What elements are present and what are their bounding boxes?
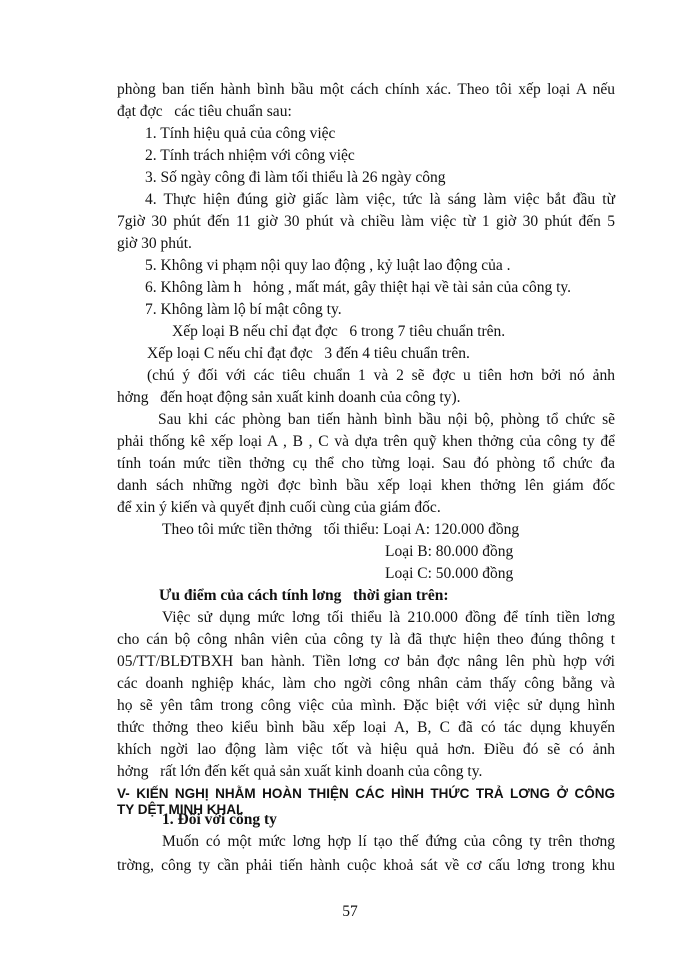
note-line-1: (chú ý đối với các tiêu chuẩn 1 và 2 sẽ đợc u tiên hơn bởi nó ảnh bbox=[147, 367, 615, 384]
adv-line-7: khích ngời lao động làm việc tốt và hiệu quả hơn. Điều đó sẽ có ảnh bbox=[117, 741, 615, 758]
list-item-6: 6. Không làm h hỏng , mất mát, gây thiệt hại về tài sản của công ty. bbox=[145, 279, 572, 296]
para-line-3: tính toán mức tiền thởng cụ thể cho từng loại. Sau đó phòng tổ chức đa bbox=[117, 455, 615, 472]
list-item-2: 2. Tính trách nhiệm với công việc bbox=[145, 147, 355, 164]
list-item-4: 4. Thực hiện đúng giờ giấc làm việc, tức là sáng làm việc bắt đầu từ bbox=[145, 191, 615, 208]
section-heading-line-2: TY DỆT MINH KHAI. bbox=[117, 802, 244, 817]
list-item-7: 7. Không làm lộ bí mật công ty. bbox=[145, 301, 342, 318]
bonus-level-c: Loại C: 50.000 đồng bbox=[385, 565, 514, 582]
advantages-heading: Ưu điểm của cách tính lơng thời gian trên: bbox=[159, 587, 449, 604]
list-item-1: 1. Tính hiệu quả của công việc bbox=[145, 125, 336, 142]
adv-line-8: hởng rất lớn đến kết quả sản xuất kinh doanh của công ty. bbox=[117, 763, 483, 780]
note-line-2: hởng đến hoạt động sản xuất kinh doanh của công ty). bbox=[117, 389, 461, 406]
adv-line-5: họ sẽ yên tâm trong công việc của mình. Đặc biệt với việc sử dụng hình bbox=[117, 697, 615, 714]
para-line-5: để xin ý kiến và quyết định cuối cùng của giám đốc. bbox=[117, 499, 441, 516]
bonus-level-a: Theo tôi mức tiền thởng tối thiểu: Loại A: 120.000 đồng bbox=[162, 521, 520, 538]
adv-line-4: các doanh nghiệp khác, làm cho ngời công nhân cảm thấy công bằng và bbox=[117, 675, 615, 692]
para-line-1: Sau khi các phòng ban tiến hành bình bầu nội bộ, phòng tổ chức sẽ bbox=[158, 411, 615, 428]
company-line-2: trờng, công ty cần phải tiến hành cuộc khoả sát về cơ cấu lơng trong khu bbox=[117, 857, 615, 874]
list-item-5: 5. Không vi phạm nội quy lao động , kỷ luật lao động của . bbox=[145, 257, 511, 274]
body-line-1: phòng ban tiến hành bình bầu một cách chính xác. Theo tôi xếp loại A nếu bbox=[117, 81, 615, 98]
adv-line-2: cho cán bộ công nhân viên của công ty là đã thực hiện theo đúng thông t bbox=[117, 631, 615, 648]
list-item-4-cont-2: giờ 30 phút. bbox=[117, 235, 192, 252]
para-line-4: danh sách những ngời đợc bình bầu xếp loại khen thởng lên giám đốc bbox=[117, 477, 615, 494]
list-item-4-cont-1: 7giờ 30 phút đến 11 giờ 30 phút và chiều làm việc từ 1 giờ 30 phút đến 5 bbox=[117, 213, 615, 230]
adv-line-3: 05/TT/BLĐTBXH ban hành. Tiền lơng cơ bản đợc nâng lên phù hợp với bbox=[117, 653, 615, 670]
adv-line-1: Việc sử dụng mức lơng tối thiểu là 210.000 đồng để tính tiền lơng bbox=[162, 609, 615, 626]
body-line-2: đạt đợc các tiêu chuẩn sau: bbox=[117, 103, 292, 120]
adv-line-6: thức thởng theo kiểu bình bầu xếp loại A, B, C đã có tác dụng khuyến bbox=[117, 719, 615, 736]
grade-c-line: Xếp loại C nếu chỉ đạt đợc 3 đến 4 tiêu chuẩn trên. bbox=[147, 345, 470, 362]
bonus-level-b: Loại B: 80.000 đồng bbox=[385, 543, 514, 560]
company-line-1: Muốn có một mức lơng hợp lí tạo thế đứng của công ty trên thơng bbox=[162, 833, 615, 850]
subheading-company: 1. Đối với công ty bbox=[162, 811, 277, 828]
section-heading-line-1: V- KIẾN NGHỊ NHẰM HOÀN THIỆN CÁC HÌNH THỨC TRẢ LƠNG Ở CÔNG bbox=[117, 786, 615, 801]
page-number: 57 bbox=[342, 903, 358, 920]
para-line-2: phải thống kê xếp loại A , B , C và dựa trên quỹ khen thởng của công ty để bbox=[117, 433, 615, 450]
list-item-3: 3. Số ngày công đi làm tối thiểu là 26 ngày công bbox=[145, 169, 446, 186]
grade-b-line: Xếp loại B nếu chỉ đạt đợc 6 trong 7 tiêu chuẩn trên. bbox=[172, 323, 506, 340]
